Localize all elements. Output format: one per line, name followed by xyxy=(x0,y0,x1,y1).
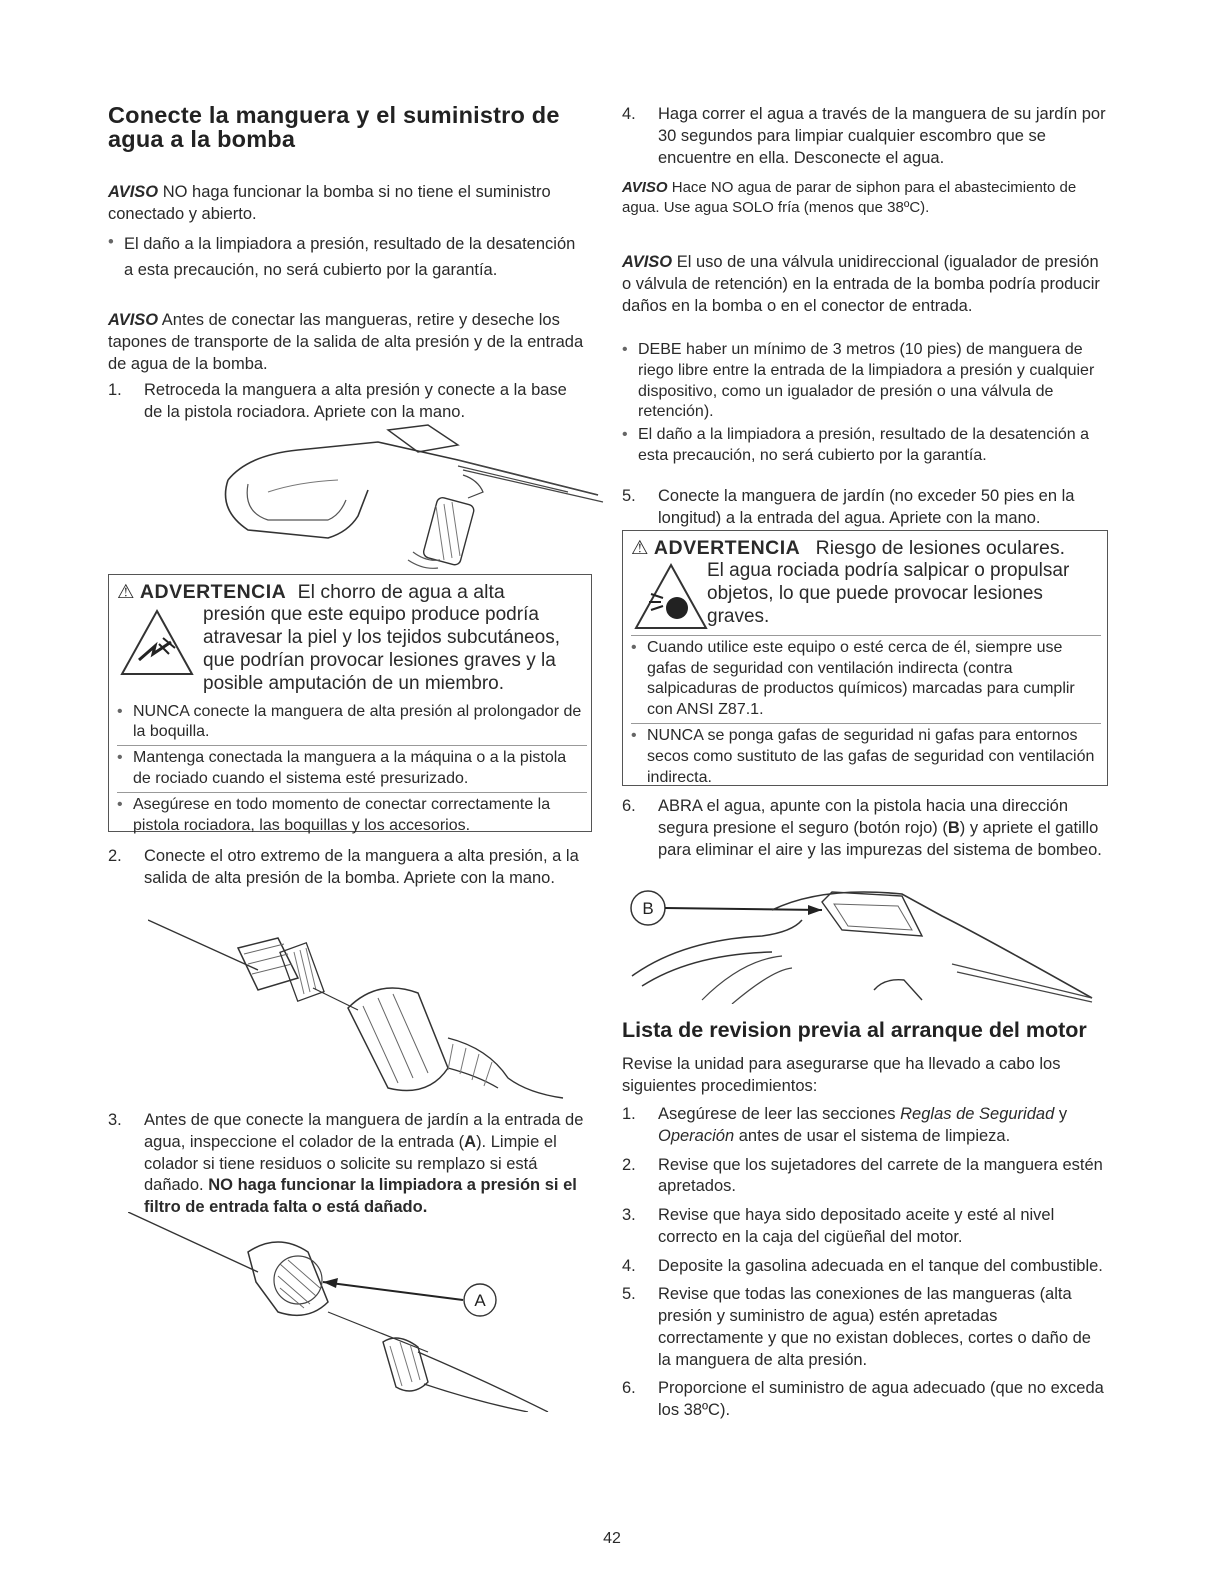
spray-gun-lock-illustration xyxy=(622,880,1106,1004)
checklist xyxy=(622,1104,1106,1422)
injection-hazard-icon xyxy=(119,608,195,678)
step-text: Conecte el otro extremo de la manguera a alta presión, a la salida de alta presión de la bomba. Apriete con la mano. xyxy=(144,847,579,887)
aviso-label: AVISO xyxy=(622,253,673,271)
aviso-label: AVISO xyxy=(108,311,159,329)
bullet-dot-icon: • xyxy=(631,726,637,744)
checklist-item xyxy=(622,1284,1106,1371)
warning-box-high-pressure xyxy=(108,574,592,832)
step-text-part: antes de usar el sistema de limpieza. xyxy=(734,1126,1011,1145)
step-text: Revise que todas las conexiones de las mangueras (alta presión y suministro de agua) estén apretadas correctamente y que no existan dobleces, cortes o daño de la manguera de alta presión. xyxy=(658,1285,1091,1369)
checklist-item xyxy=(622,1256,1106,1278)
step-text-part: ). Limpie el colador si tiene residuos o solicite su remplazo si está dañado. xyxy=(144,1132,557,1195)
bullet-dot-icon: • xyxy=(631,638,637,656)
step-text xyxy=(658,1104,1106,1148)
bullet-dot-icon: • xyxy=(117,702,123,720)
checklist-item xyxy=(622,1104,1106,1148)
step-4 xyxy=(622,104,1106,169)
step-number: 5. xyxy=(622,1285,636,1304)
aviso-no-run xyxy=(108,182,588,226)
step-number: 3. xyxy=(108,1111,122,1129)
step-text-part: ) y apriete el gatillo para eliminar el aire y las impurezas del sistema de bombeo. xyxy=(658,818,1102,859)
bullet-dot-icon: • xyxy=(622,426,628,444)
warning-lead: El chorro de agua a alta xyxy=(297,581,505,603)
section-ref: Reglas de Seguridad xyxy=(900,1105,1055,1123)
step-number: 5. xyxy=(622,487,636,505)
step-5 xyxy=(622,486,1106,530)
bullet-dot-icon: • xyxy=(117,749,123,767)
step-number: 4. xyxy=(622,105,636,123)
step-number: 2. xyxy=(622,1155,636,1174)
eye-hazard-icon xyxy=(633,562,709,632)
aviso-label: AVISO xyxy=(622,179,668,196)
warranty-bullet xyxy=(108,232,588,283)
section-heading-connect-hose: Conecte la manguera y el suministro de agua a la bomba xyxy=(108,102,560,152)
step-text: Retroceda la manguera a alta presión y conecte a la base de la pistola rociadora. Apriete con la mano. xyxy=(144,381,567,421)
step-3 xyxy=(108,1110,592,1219)
warning-title: ADVERTENCIA xyxy=(139,581,287,603)
bullet xyxy=(622,340,1106,423)
step-number: 1. xyxy=(108,381,122,399)
step-text xyxy=(144,1110,592,1219)
warning-title-row xyxy=(117,581,587,604)
aviso-text: El uso de una válvula unidireccional (igualador de presión o válvula de retención) en la entrada de la bomba podría producir daños en la bomba o en el conector de entrada. xyxy=(622,253,1100,315)
warning-bullet xyxy=(117,793,587,839)
aviso-text: NO haga funcionar la bomba si no tiene el suministro conectado y abierto. xyxy=(108,183,551,223)
warning-title: ADVERTENCIA xyxy=(653,537,801,559)
step-number: 1. xyxy=(622,1105,636,1123)
callout-ref: B xyxy=(947,818,960,837)
bullet-text: DEBE haber un mínimo de 3 metros (10 pies) de manguera de riego libre entre la entrada de la limpiadora a presión y cualquier dispositivo, como un igualador de presión o una válvula de retención). xyxy=(638,341,1095,421)
warning-lead: Riesgo de lesiones oculares. xyxy=(815,537,1065,559)
check-valve-bullets xyxy=(622,340,1106,467)
step-text xyxy=(658,796,1106,861)
callout-a-label: A xyxy=(474,1291,486,1310)
section-heading-checklist: Lista de revision previa al arranque del motor xyxy=(622,1018,1087,1042)
warning-bullet xyxy=(117,746,587,792)
step-number: 3. xyxy=(622,1206,636,1225)
warning-bullet-text: Cuando utilice este equipo o esté cerca de él, siempre use gafas de seguridad con ventilación indirecta (contra salpicaduras de productos químicos) marcadas para cumplir con ANSI Z87.1. xyxy=(647,638,1075,719)
checklist-item xyxy=(622,1378,1106,1422)
warning-body-text: presión que este equipo produce podría atravesar la piel y los tejidos subcutáneos, que podrían provocar lesiones graves y la posible amputación de un miembro. xyxy=(203,604,560,694)
step-text-part: Antes de que conecte la manguera de jardín a la entrada de agua, inspeccione el colador de la entrada ( xyxy=(144,1111,584,1151)
callout-b-label: B xyxy=(642,899,654,918)
bullet-dot-icon: • xyxy=(108,233,114,251)
step-text: Revise que los sujetadores del carrete de la manguera estén apretados. xyxy=(658,1155,1103,1196)
aviso-remove-caps xyxy=(108,310,592,375)
warning-box-eye-injury xyxy=(622,530,1108,786)
page-number: 42 xyxy=(603,1530,621,1547)
warning-bullet-text: Asegúrese en todo momento de conectar correctamente la pistola rociadora, las boquillas y los accesorios. xyxy=(133,795,551,834)
step-text: Deposite la gasolina adecuada en el tanque del combustible. xyxy=(658,1256,1103,1275)
warning-body-text: El agua rociada podría salpicar o propulsar objetos, lo que puede provocar lesiones graves. xyxy=(707,560,1070,627)
warning-bullet xyxy=(631,636,1101,723)
step-number: 2. xyxy=(108,847,122,865)
section-ref: Operación xyxy=(658,1126,735,1145)
aviso-label: AVISO xyxy=(108,183,159,201)
bullet-dot-icon: • xyxy=(117,795,123,813)
warning-bullet xyxy=(631,724,1101,790)
bullet-text: El daño a la limpiadora a presión, resultado de la desatención a esta precaución, no será cubierto por la garantía. xyxy=(124,235,576,279)
step-number: 4. xyxy=(622,1256,636,1275)
warning-bullet xyxy=(117,700,587,746)
step-text-part: y xyxy=(1054,1105,1068,1123)
bullet xyxy=(622,425,1106,467)
warning-bullet-text: NUNCA conecte la manguera de alta presión al prolongador de la boquilla. xyxy=(133,702,582,741)
step-number: 6. xyxy=(622,1379,636,1398)
warning-title-row xyxy=(631,537,1101,560)
step-text: Proporcione el suministro de agua adecuado (que no exceda los 38ºC). xyxy=(658,1379,1104,1420)
step-text: Revise que haya sido depositado aceite y esté al nivel correcto en la caja del cigüeñal del motor. xyxy=(658,1206,1055,1246)
step-text-part: ABRA el agua, apunte con la pistola hacia una dirección segura presione el seguro (botón rojo) ( xyxy=(658,797,1069,837)
aviso-text: Antes de conectar las mangueras, retire y deseche los tapones de transporte de la salida de alta presión y de la entrada de agua de la bomba. xyxy=(108,311,584,373)
checklist-item xyxy=(622,1205,1106,1249)
warning-bullet-text: NUNCA se ponga gafas de seguridad ni gafas para entornos secos como sustituto de las gafas de seguridad con ventilación indirecta. xyxy=(647,726,1095,786)
step-warning-bold: NO haga funcionar la limpiadora a presión si el filtro de entrada falta o está dañado. xyxy=(144,1176,577,1217)
bullet-dot-icon: • xyxy=(622,341,628,358)
checklist-item xyxy=(622,1155,1106,1199)
warning-triangle-icon: ⚠ xyxy=(631,537,649,559)
warning-triangle-icon: ⚠ xyxy=(117,581,135,603)
step-1 xyxy=(108,380,578,424)
callout-ref: A xyxy=(464,1132,477,1151)
inlet-screen-illustration xyxy=(128,1212,568,1412)
aviso-no-siphon xyxy=(622,178,1106,218)
checklist-intro: Revise la unidad para asegurarse que ha llevado a cabo los siguientes procedimientos: xyxy=(622,1055,1061,1095)
step-text: Haga correr el agua a través de la manguera de su jardín por 30 segundos para limpiar cualquier escombro que se encuentre en ella. Desconecte el agua. xyxy=(658,105,1106,167)
step-number: 6. xyxy=(622,797,636,815)
hose-to-pump-illustration xyxy=(148,918,568,1100)
step-6 xyxy=(622,796,1106,861)
step-2 xyxy=(108,846,588,890)
step-text: Conecte la manguera de jardín (no exceder 50 pies en la longitud) a la entrada del agua. Apriete con la mano. xyxy=(658,487,1075,527)
bullet-text: El daño a la limpiadora a presión, resultado de la desatención a esta precaución, no será cubierto por la garantía. xyxy=(638,426,1089,464)
spray-gun-illustration xyxy=(208,420,608,572)
aviso-check-valve xyxy=(622,252,1106,317)
step-text-part: Asegúrese de leer las secciones xyxy=(658,1105,901,1123)
warning-bullet-text: Mantenga conectada la manguera a la máquina o a la pistola de rociado cuando el sistema esté presurizado. xyxy=(133,749,567,787)
aviso-text: Hace NO agua de parar de siphon para el abastecimiento de agua. Use agua SOLO fría (menos que 38ºC). xyxy=(622,179,1077,216)
